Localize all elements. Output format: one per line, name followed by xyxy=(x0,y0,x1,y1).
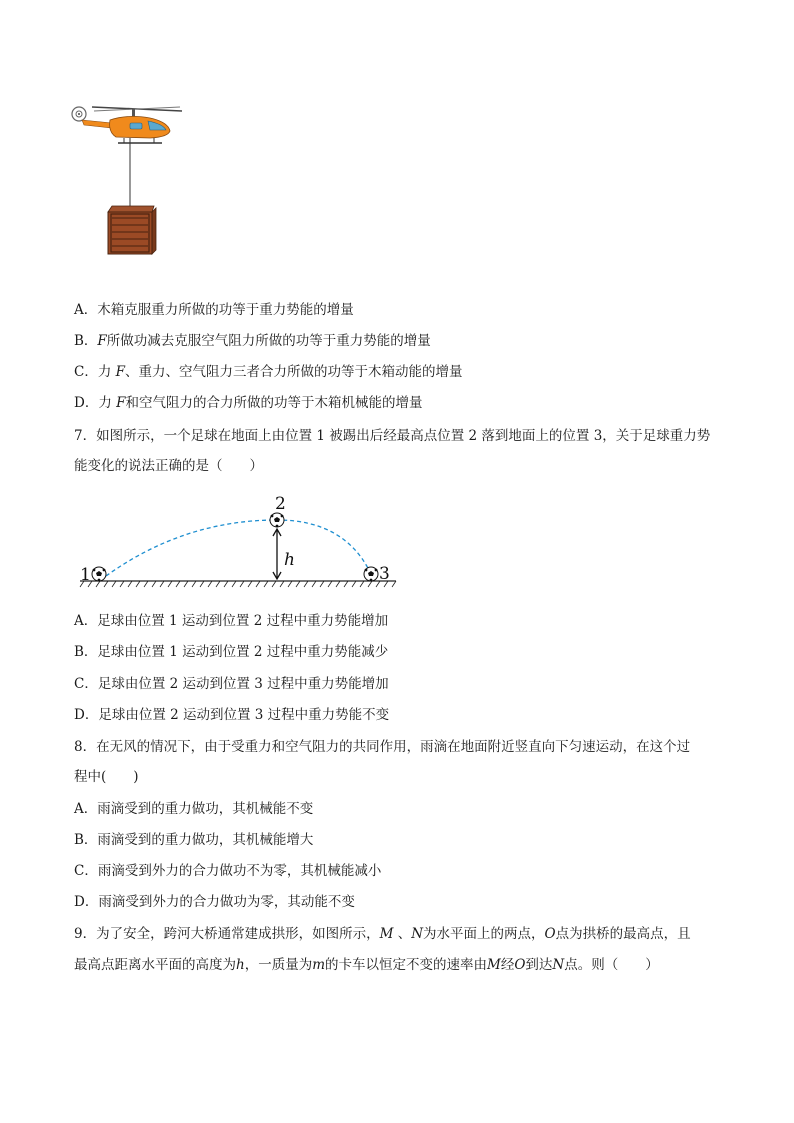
height-label-h: h xyxy=(284,550,295,570)
q8-option-c: C．雨滴受到外力的合力做功不为零，其机械能减小 xyxy=(74,863,382,879)
q7-option-a: A．足球由位置 1 运动到位置 2 过程中重力势能增加 xyxy=(74,613,389,629)
football-1 xyxy=(92,567,106,581)
q9-stem-line2: 最高点距离水平面的高度为h，一质量为m的卡车以恒定不变的速率由M经O到达N点。则（ ） xyxy=(74,957,659,973)
q8-option-b: B．雨滴受到的重力做功，其机械能增大 xyxy=(74,832,314,848)
q8-stem-line1: 8．在无风的情况下，由于受重力和空气阻力的共同作用，雨滴在地面附近竖直向下匀速运动，在这个过 xyxy=(74,739,691,755)
q6-option-d: D．力 F和空气阻力的合力所做的功等于木箱机械能的增量 xyxy=(74,395,423,411)
football-trajectory-figure xyxy=(74,492,404,592)
q7-option-b: B．足球由位置 1 运动到位置 2 过程中重力势能减少 xyxy=(74,644,389,660)
q7-stem-line1: 7．如图所示，一个足球在地面上由位置 1 被踢出后经最高点位置 2 落到地面上的位置 3，关于足球重力势 xyxy=(74,428,711,444)
q8-stem-line2: 程中( ) xyxy=(74,769,139,785)
q8-option-a: A．雨滴受到的重力做功，其机械能不变 xyxy=(74,801,314,817)
q7-option-d: D．足球由位置 2 运动到位置 3 过程中重力势能不变 xyxy=(74,707,390,723)
q7-stem-line2: 能变化的说法正确的是（ ） xyxy=(74,458,263,474)
position-label-2: 2 xyxy=(275,494,286,514)
q6-option-c: C．力 F、重力、空气阻力三者合力所做的功等于木箱动能的增量 xyxy=(74,364,463,380)
q8-option-d: D．雨滴受到外力的合力做功为零，其动能不变 xyxy=(74,894,355,910)
helicopter-crate-figure xyxy=(66,100,191,260)
football-2 xyxy=(270,513,284,527)
position-label-1: 1 xyxy=(80,565,91,585)
q6-option-b: B．F所做功减去克服空气阻力所做的功等于重力势能的增量 xyxy=(74,333,431,349)
q9-stem-line1: 9．为了安全，跨河大桥通常建成拱形，如图所示，M 、N为水平面上的两点，O点为拱桥的最高点，且 xyxy=(74,926,691,942)
football-3 xyxy=(364,567,378,581)
position-label-3: 3 xyxy=(379,564,390,584)
q6-option-a: A．木箱克服重力所做的功等于重力势能的增量 xyxy=(74,302,354,318)
q7-option-c: C．足球由位置 2 运动到位置 3 过程中重力势能增加 xyxy=(74,676,389,692)
